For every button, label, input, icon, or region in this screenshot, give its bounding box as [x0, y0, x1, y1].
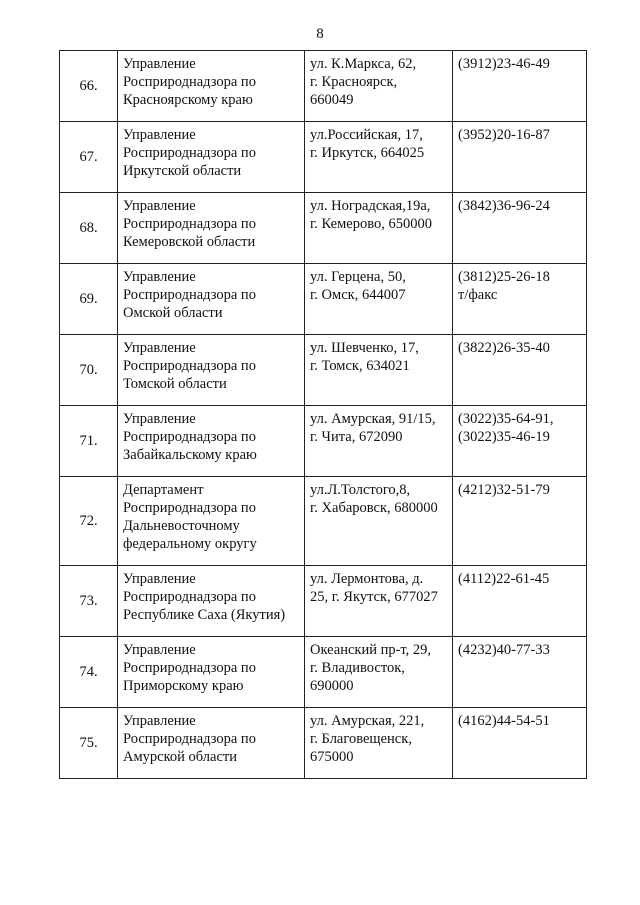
phone-cell: (3822)26-35-40 — [453, 335, 587, 406]
organization-cell: Управление Росприроднадзора по Омской области — [118, 264, 305, 335]
table-row — [60, 264, 587, 335]
organization-cell: Управление Росприроднадзора по Амурской области — [118, 708, 305, 779]
table-row — [60, 708, 587, 779]
offices-table — [59, 50, 587, 779]
organization-cell: Управление Росприроднадзора по Республике Саха (Якутия) — [118, 566, 305, 637]
phone-cell: (3022)35-64-91, (3022)35-46-19 — [453, 406, 587, 477]
table-row — [60, 122, 587, 193]
row-number: 67. — [60, 122, 118, 193]
row-number: 66. — [60, 51, 118, 122]
organization-cell: Управление Росприроднадзора по Томской области — [118, 335, 305, 406]
row-number: 69. — [60, 264, 118, 335]
row-number: 73. — [60, 566, 118, 637]
organization-cell: Управление Росприроднадзора по Иркутской области — [118, 122, 305, 193]
phone-cell: (4162)44-54-51 — [453, 708, 587, 779]
address-cell: ул. Амурская, 221, г. Благовещенск, 675000 — [305, 708, 453, 779]
phone-cell: (4112)22-61-45 — [453, 566, 587, 637]
row-number: 75. — [60, 708, 118, 779]
organization-cell: Управление Росприроднадзора по Забайкальскому краю — [118, 406, 305, 477]
table-row — [60, 335, 587, 406]
table-row — [60, 51, 587, 122]
row-number: 70. — [60, 335, 118, 406]
table-row — [60, 566, 587, 637]
organization-cell: Департамент Росприроднадзора по Дальневосточному федеральному округу — [118, 477, 305, 566]
phone-cell: (4212)32-51-79 — [453, 477, 587, 566]
organization-cell: Управление Росприроднадзора по Кемеровской области — [118, 193, 305, 264]
address-cell: ул. Лермонтова, д. 25, г. Якутск, 677027 — [305, 566, 453, 637]
phone-cell: (3842)36-96-24 — [453, 193, 587, 264]
address-cell: ул.Российская, 17, г. Иркутск, 664025 — [305, 122, 453, 193]
organization-cell: Управление Росприроднадзора по Красноярскому краю — [118, 51, 305, 122]
table-row — [60, 477, 587, 566]
table-row — [60, 406, 587, 477]
address-cell: ул. К.Маркса, 62, г. Красноярск, 660049 — [305, 51, 453, 122]
address-cell: ул. Амурская, 91/15, г. Чита, 672090 — [305, 406, 453, 477]
organization-cell: Управление Росприроднадзора по Приморскому краю — [118, 637, 305, 708]
phone-cell: (4232)40-77-33 — [453, 637, 587, 708]
phone-cell: (3812)25-26-18 т/факс — [453, 264, 587, 335]
table-row — [60, 193, 587, 264]
phone-cell: (3952)20-16-87 — [453, 122, 587, 193]
row-number: 68. — [60, 193, 118, 264]
row-number: 71. — [60, 406, 118, 477]
address-cell: ул. Шевченко, 17, г. Томск, 634021 — [305, 335, 453, 406]
table-row — [60, 637, 587, 708]
phone-cell: (3912)23-46-49 — [453, 51, 587, 122]
address-cell: ул.Л.Толстого,8, г. Хабаровск, 680000 — [305, 477, 453, 566]
address-cell: Океанский пр-т, 29, г. Владивосток, 690000 — [305, 637, 453, 708]
row-number: 74. — [60, 637, 118, 708]
address-cell: ул. Ноградская,19а, г. Кемерово, 650000 — [305, 193, 453, 264]
page-number: 8 — [316, 26, 324, 42]
address-cell: ул. Герцена, 50, г. Омск, 644007 — [305, 264, 453, 335]
row-number: 72. — [60, 477, 118, 566]
